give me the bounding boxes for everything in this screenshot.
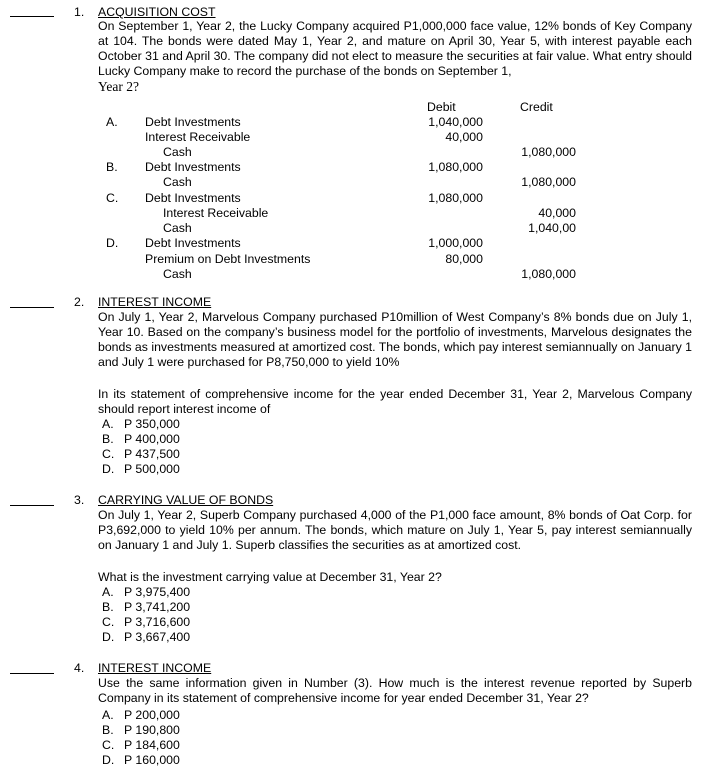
question-text-1-end: Year 2? — [98, 79, 139, 94]
choice-letter-1b: B. — [106, 160, 118, 174]
question-text-4: Use the same information given in Number (3). How much is the interest revenue reported by Superb Company in its statement of comprehensive income for year ended December 31, Year 2? — [98, 676, 692, 705]
option-letter: D. — [102, 753, 115, 767]
option-letter: B. — [102, 723, 114, 737]
question-title-1: ACQUISITION COST — [98, 5, 216, 19]
journal-account: Debt Investments — [145, 115, 241, 129]
option-letter: C. — [102, 738, 115, 752]
option-letter: A. — [102, 585, 114, 599]
question-number-1: 1. — [74, 5, 85, 19]
answer-blank-2[interactable] — [10, 307, 54, 308]
option-letter: B. — [102, 432, 114, 446]
option-letter: B. — [102, 600, 114, 614]
choice-letter-1c: C. — [106, 191, 119, 205]
journal-credit: 1,080,000 — [521, 175, 576, 189]
question-prompt-3: What is the investment carrying value at December 31, Year 2? — [98, 570, 442, 584]
option-text[interactable]: P 184,600 — [124, 738, 180, 752]
journal-account: Cash — [163, 145, 192, 159]
journal-account: Premium on Debt Investments — [145, 252, 311, 266]
option-text[interactable]: P 190,800 — [124, 723, 180, 737]
journal-debit: 1,000,000 — [428, 236, 483, 250]
question-text-1-main: On September 1, Year 2, the Lucky Company acquired P1,000,000 face value, 12% bonds of Key Company at 104. The bonds were dated May 1, Year 2, and mature on April 30, Year 5, with interest payable each October 31 and April 30. The company did not elect to measure the securities at fair value. What entry should Lucky Company make to record the purchase of the bonds on September 1, — [98, 19, 692, 78]
answer-blank-1[interactable] — [10, 16, 54, 17]
journal-credit: 1,080,000 — [521, 145, 576, 159]
choice-letter-1a: A. — [106, 115, 118, 129]
question-text-1 — [98, 19, 692, 95]
journal-account: Cash — [163, 175, 192, 189]
option-text[interactable]: P 437,500 — [124, 447, 180, 461]
question-title-4: INTEREST INCOME — [98, 661, 212, 675]
option-letter: A. — [102, 708, 114, 722]
option-letter: A. — [102, 417, 114, 431]
answer-blank-3[interactable] — [10, 505, 54, 506]
option-text[interactable]: P 3,716,600 — [124, 615, 191, 629]
journal-debit: 1,080,000 — [428, 160, 483, 174]
question-text-2: On July 1, Year 2, Marvelous Company purchased P10million of West Company’s 8% bonds due on July 1, Year 10. Based on the company’s business model for the portfolio of investments, Marvelous designates the bonds as investments measured at amortized cost. The bonds, which pay interest semiannually on January 1 and July 1 were purchased for P8,750,000 to yield 10% — [98, 310, 692, 369]
journal-debit: 80,000 — [445, 252, 483, 266]
option-text[interactable]: P 3,667,400 — [124, 630, 191, 644]
choice-letter-1d: D. — [106, 236, 119, 250]
option-text[interactable]: P 350,000 — [124, 417, 180, 431]
option-text[interactable]: P 500,000 — [124, 462, 180, 476]
journal-credit: 40,000 — [538, 206, 576, 220]
journal-debit: 1,040,000 — [428, 115, 483, 129]
option-letter: C. — [102, 447, 115, 461]
journal-account: Cash — [163, 221, 192, 235]
journal-account: Interest Receivable — [145, 130, 251, 144]
journal-account: Interest Receivable — [163, 206, 269, 220]
option-text[interactable]: P 160,000 — [124, 753, 180, 767]
question-number-3: 3. — [74, 493, 85, 507]
option-text[interactable]: P 200,000 — [124, 708, 180, 722]
option-letter: D. — [102, 630, 115, 644]
answer-blank-4[interactable] — [10, 673, 54, 674]
question-prompt-2: In its statement of comprehensive income for the year ended December 31, Year 2, Marvelous Company should report interest income of — [98, 387, 692, 416]
option-text[interactable]: P 3,741,200 — [124, 600, 191, 614]
journal-account: Debt Investments — [145, 191, 241, 205]
option-text[interactable]: P 400,000 — [124, 432, 180, 446]
journal-debit: 1,080,000 — [428, 191, 483, 205]
journal-credit: 1,080,000 — [521, 267, 576, 281]
journal-credit: 1,040,00 — [528, 221, 576, 235]
question-number-2: 2. — [74, 295, 85, 309]
question-number-4: 4. — [74, 661, 85, 675]
journal-account: Debt Investments — [145, 236, 241, 250]
question-title-2: INTEREST INCOME — [98, 295, 212, 309]
col-header-debit: Debit — [427, 100, 456, 114]
journal-account: Debt Investments — [145, 160, 241, 174]
option-letter: C. — [102, 615, 115, 629]
option-letter: D. — [102, 462, 115, 476]
question-title-3: CARRYING VALUE OF BONDS — [98, 493, 274, 507]
journal-debit: 40,000 — [445, 130, 483, 144]
question-text-3: On July 1, Year 2, Superb Company purchased 4,000 of the P1,000 face amount, 8% bonds of Oat Corp. for P3,692,000 to yield 10% per annum. The bonds, which mature on July 1, Year 5, pay interest semiannually on January 1 and July 1. Superb classifies the securities as at amortized cost. — [98, 508, 692, 552]
option-text[interactable]: P 3,975,400 — [124, 585, 191, 599]
col-header-credit: Credit — [520, 100, 553, 114]
journal-account: Cash — [163, 267, 192, 281]
